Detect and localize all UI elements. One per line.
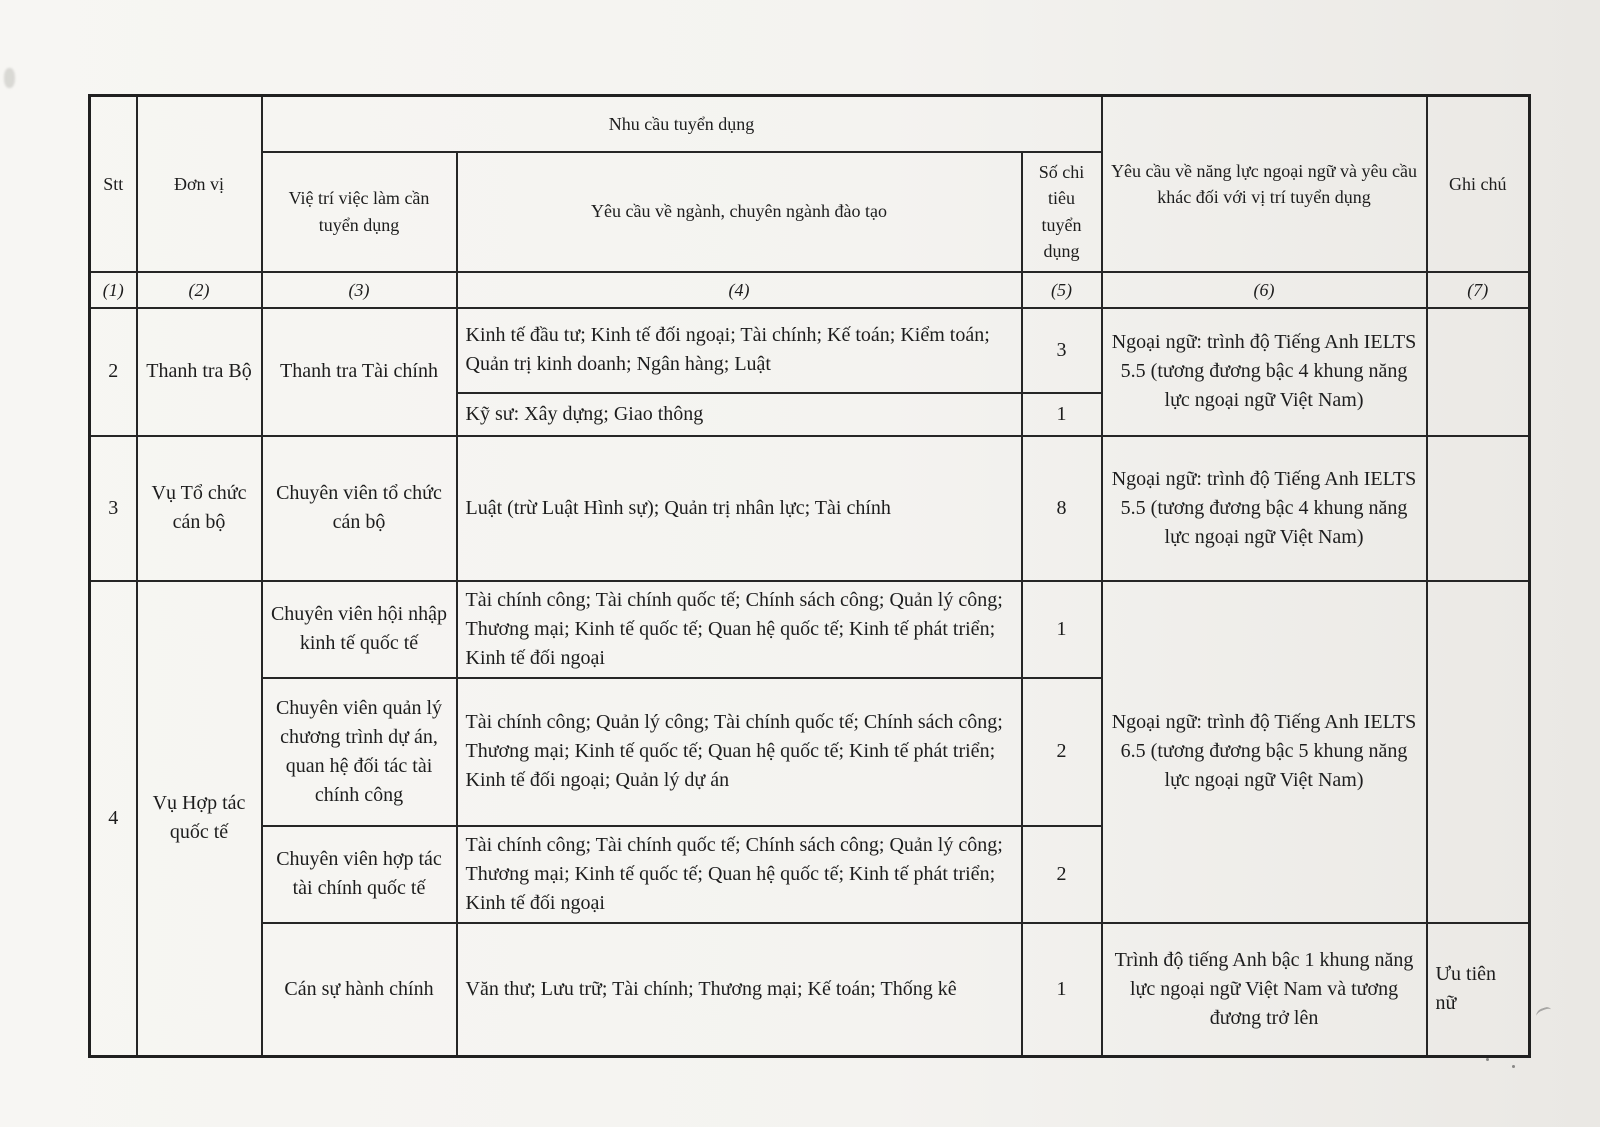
unit-cell: Vụ Tổ chức cán bộ <box>137 436 262 581</box>
quota-cell: 8 <box>1022 436 1102 581</box>
note-cell <box>1427 436 1530 581</box>
stt-cell: 4 <box>90 581 137 1057</box>
header-vi-tri-viec-lam: Việ trí việc làm cần tuyển dụng <box>262 152 457 272</box>
quota-cell: 1 <box>1022 393 1102 436</box>
position-cell: Thanh tra Tài chính <box>262 308 457 436</box>
note-cell <box>1427 308 1530 436</box>
table-row <box>90 581 1530 678</box>
column-number-row <box>90 272 1530 308</box>
scan-artifact <box>1486 1058 1526 1070</box>
quota-cell: 3 <box>1022 308 1102 393</box>
col-number-5: (5) <box>1022 272 1102 308</box>
quota-cell: 2 <box>1022 826 1102 923</box>
table-row <box>90 923 1530 1057</box>
header-stt: Stt <box>90 96 137 272</box>
majors-cell: Tài chính công; Tài chính quốc tế; Chính sách công; Quản lý công; Thương mại; Kinh tế quốc tế; Quan hệ quốc tế; Kinh tế phát triển; Kinh tế đối ngoại <box>457 581 1022 678</box>
stt-cell: 3 <box>90 436 137 581</box>
header-nhu-cau-tuyen-dung: Nhu cầu tuyển dụng <box>262 96 1102 152</box>
language-requirement-cell: Trình độ tiếng Anh bậc 1 khung năng lực ngoại ngữ Việt Nam và tương đương trở lên <box>1102 923 1427 1057</box>
table-row <box>90 308 1530 393</box>
col-number-3: (3) <box>262 272 457 308</box>
header-so-chi-tieu: Số chi tiêu tuyển dụng <box>1022 152 1102 272</box>
col-number-2: (2) <box>137 272 262 308</box>
header-don-vi: Đơn vị <box>137 96 262 272</box>
note-cell <box>1427 581 1530 923</box>
col-number-1: (1) <box>90 272 137 308</box>
table-row <box>90 436 1530 581</box>
majors-cell: Kinh tế đầu tư; Kinh tế đối ngoại; Tài chính; Kế toán; Kiểm toán; Quản trị kinh doanh; Ngân hàng; Luật <box>457 308 1022 393</box>
language-requirement-cell: Ngoại ngữ: trình độ Tiếng Anh IELTS 5.5 (tương đương bậc 4 khung năng lực ngoại ngữ Việt Nam) <box>1102 436 1427 581</box>
majors-cell: Kỹ sư: Xây dựng; Giao thông <box>457 393 1022 436</box>
majors-cell: Văn thư; Lưu trữ; Tài chính; Thương mại; Kế toán; Thống kê <box>457 923 1022 1057</box>
col-number-6: (6) <box>1102 272 1427 308</box>
majors-cell: Tài chính công; Quản lý công; Tài chính quốc tế; Chính sách công; Thương mại; Kinh tế quốc tế; Quan hệ quốc tế; Kinh tế phát triển; Kinh tế đối ngoại; Quản lý dự án <box>457 678 1022 826</box>
position-cell: Chuyên viên hợp tác tài chính quốc tế <box>262 826 457 923</box>
header-yeu-cau-nganh: Yêu cầu về ngành, chuyên ngành đào tạo <box>457 152 1022 272</box>
quota-cell: 1 <box>1022 923 1102 1057</box>
majors-cell: Luật (trừ Luật Hình sự); Quản trị nhân lực; Tài chính <box>457 436 1022 581</box>
header-ghi-chu: Ghi chú <box>1427 96 1530 272</box>
language-requirement-cell: Ngoại ngữ: trình độ Tiếng Anh IELTS 6.5 (tương đương bậc 5 khung năng lực ngoại ngữ Việt Nam) <box>1102 581 1427 923</box>
quota-cell: 1 <box>1022 581 1102 678</box>
col-number-4: (4) <box>457 272 1022 308</box>
scan-artifact <box>1535 1006 1554 1021</box>
unit-cell: Thanh tra Bộ <box>137 308 262 436</box>
position-cell: Chuyên viên hội nhập kinh tế quốc tế <box>262 581 457 678</box>
quota-cell: 2 <box>1022 678 1102 826</box>
scan-artifact <box>4 68 15 88</box>
majors-cell: Tài chính công; Tài chính quốc tế; Chính sách công; Quản lý công; Thương mại; Kinh tế quốc tế; Quan hệ quốc tế; Kinh tế phát triển; Kinh tế đối ngoại <box>457 826 1022 923</box>
note-cell: Ưu tiên nữ <box>1427 923 1530 1057</box>
recruitment-table <box>88 94 1531 1058</box>
header-yeu-cau-ngoai-ngu: Yêu cầu về năng lực ngoại ngữ và yêu cầu khác đối với vị trí tuyển dụng <box>1102 96 1427 272</box>
position-cell: Chuyên viên quản lý chương trình dự án, quan hệ đối tác tài chính công <box>262 678 457 826</box>
position-cell: Cán sự hành chính <box>262 923 457 1057</box>
unit-cell: Vụ Hợp tác quốc tế <box>137 581 262 1057</box>
stt-cell: 2 <box>90 308 137 436</box>
language-requirement-cell: Ngoại ngữ: trình độ Tiếng Anh IELTS 5.5 (tương đương bậc 4 khung năng lực ngoại ngữ Việt Nam) <box>1102 308 1427 436</box>
col-number-7: (7) <box>1427 272 1530 308</box>
position-cell: Chuyên viên tổ chức cán bộ <box>262 436 457 581</box>
